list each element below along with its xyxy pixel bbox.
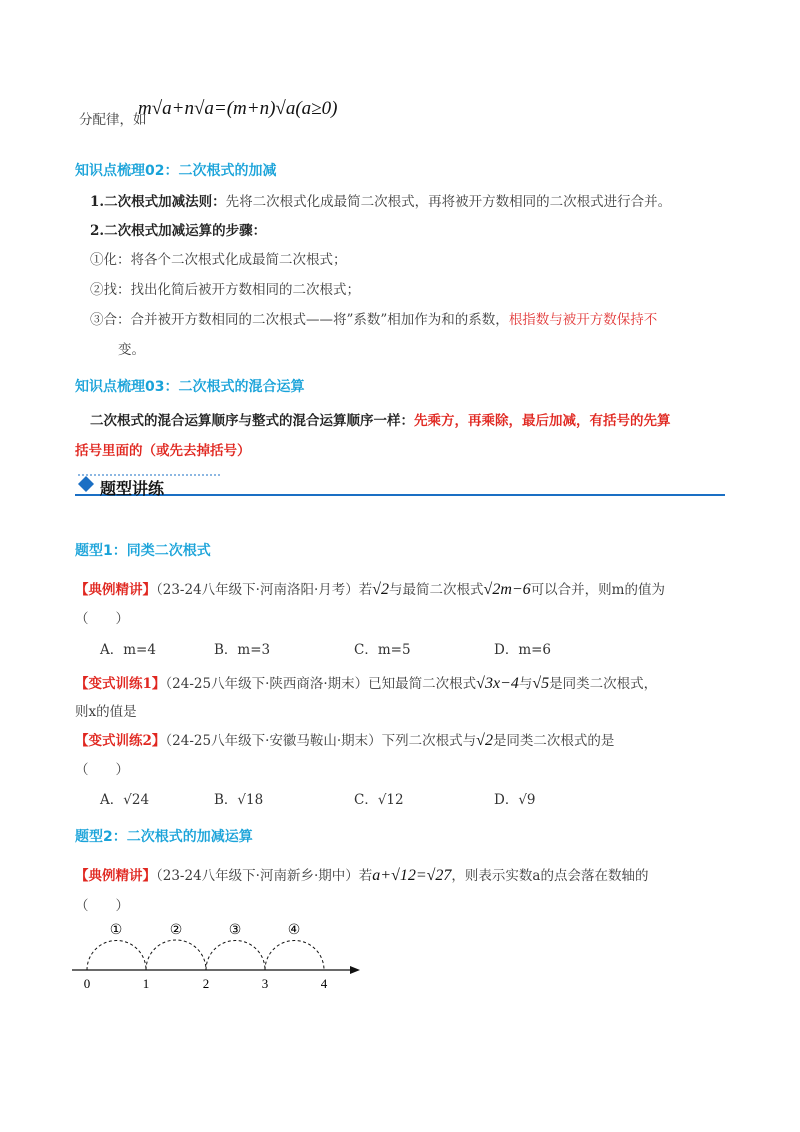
variant1-source: （24-25八年级下·陕西商洛·期末）已知最简二次根式	[165, 676, 477, 692]
option-b[interactable]: B．m=3	[214, 642, 271, 658]
variant1-radical-1: √3x−4	[476, 675, 519, 692]
banner-decoration	[75, 474, 725, 498]
tick-label-3: 3	[261, 976, 269, 991]
region-label-4: ④	[287, 922, 301, 938]
variant2-radical: √2	[476, 732, 493, 749]
variant1-end: 是同类二次根式，	[549, 676, 658, 692]
step3	[90, 308, 657, 328]
number-line	[70, 915, 370, 999]
option-d[interactable]: D．m=6	[494, 642, 552, 658]
example-tag: 【典例精讲】	[75, 582, 156, 598]
tick-label-4: 4	[320, 976, 328, 991]
section3-body-red1: 先乘方，再乘除，最后加减，有括号的先算	[414, 413, 671, 429]
variant2-option-d[interactable]: D．√9	[494, 792, 536, 808]
type1-title: 题型1：同类二次根式	[75, 543, 211, 559]
type2-example-end: ，则表示实数a的点会落在数轴的	[451, 868, 649, 884]
variant2-option-c[interactable]: C．√12	[354, 792, 404, 808]
number-line-svg	[70, 915, 370, 995]
example-source: （23-24八年级下·河南洛阳·月考）若	[156, 582, 373, 598]
arrow-icon	[350, 966, 360, 974]
example-end: 可以合并，则m的值为	[530, 582, 665, 598]
section-banner	[75, 474, 725, 498]
step3-a: ③合：合并被开方数相同的二次根式——将”系数”相加作为和的系数，	[90, 312, 509, 328]
formula-text: m√a+n√a=(m+n)√a(a≥0)	[138, 98, 338, 119]
region-label-1: ①	[109, 922, 123, 938]
rule1-body: 先将二次根式化成最简二次根式，再将被开方数相同的二次根式进行合并。	[225, 194, 672, 210]
type2-example-source: （23-24八年级下·河南新乡·期中）若	[156, 868, 373, 884]
step3-cont: 变。	[118, 342, 145, 358]
section3-title: 知识点梳理03：二次根式的混合运算	[75, 379, 305, 395]
step2: ②找：找出化简后被开方数相同的二次根式；	[90, 282, 360, 298]
example-mid: 与最简二次根式	[389, 582, 484, 598]
variant2	[75, 729, 614, 750]
type2-paren: （ ）	[75, 898, 129, 914]
region-label-3: ③	[228, 922, 242, 938]
variant2-tag: 【变式训练2】	[75, 733, 166, 749]
section3-body-red2: 括号里面的（或先去掉括号）	[75, 443, 251, 459]
tick-label-0: 0	[83, 976, 91, 991]
variant1-line2: 则x的值是	[75, 704, 137, 720]
rule1-head: 1.二次根式加减法则：	[90, 194, 226, 210]
intro-line	[79, 108, 147, 128]
type2-example	[75, 864, 648, 885]
radical-2: √2m−6	[483, 581, 531, 598]
variant1-tag: 【变式训练1】	[75, 676, 166, 692]
tick-label-1: 1	[142, 976, 150, 991]
type1-example	[75, 578, 665, 599]
rule1	[90, 190, 671, 210]
variant1-mid: 与	[518, 676, 533, 692]
step1: ①化：将各个二次根式化成最简二次根式；	[90, 252, 347, 268]
type2-example-tag: 【典例精讲】	[75, 868, 156, 884]
variant1-radical-2: √5	[532, 675, 550, 692]
region-label-2: ②	[169, 922, 183, 938]
tick-label-2: 2	[202, 976, 210, 991]
step3-red: 根指数与被开方数保持不	[508, 312, 658, 328]
variant2-option-b[interactable]: B．√18	[214, 792, 264, 808]
banner-title: 题型讲练	[100, 479, 165, 498]
variant2-end: 是同类二次根式的是	[492, 733, 615, 749]
type2-title: 题型2：二次根式的加减运算	[75, 829, 253, 845]
variant2-option-a[interactable]: A．√24	[100, 792, 150, 808]
option-c[interactable]: C．m=5	[354, 642, 411, 658]
intro-formula	[138, 98, 337, 120]
intro-prefix: 分配律，如	[79, 112, 147, 128]
section2-title: 知识点梳理02：二次根式的加减	[75, 163, 277, 179]
section3-body	[90, 409, 671, 429]
variant2-source: （24-25八年级下·安徽马鞍山·期末）下列二次根式与	[165, 733, 477, 749]
type1-paren: （ ）	[75, 611, 129, 627]
variant2-paren: （ ）	[75, 762, 129, 778]
option-a[interactable]: A．m=4	[100, 642, 156, 658]
type2-formula: a+√12=√27	[372, 867, 452, 884]
variant1	[75, 672, 657, 693]
rule2-head: 2.二次根式加减运算的步骤：	[90, 223, 267, 239]
section3-body-black: 二次根式的混合运算顺序与整式的混合运算顺序一样：	[90, 413, 414, 429]
radical-1: √2	[372, 581, 390, 598]
